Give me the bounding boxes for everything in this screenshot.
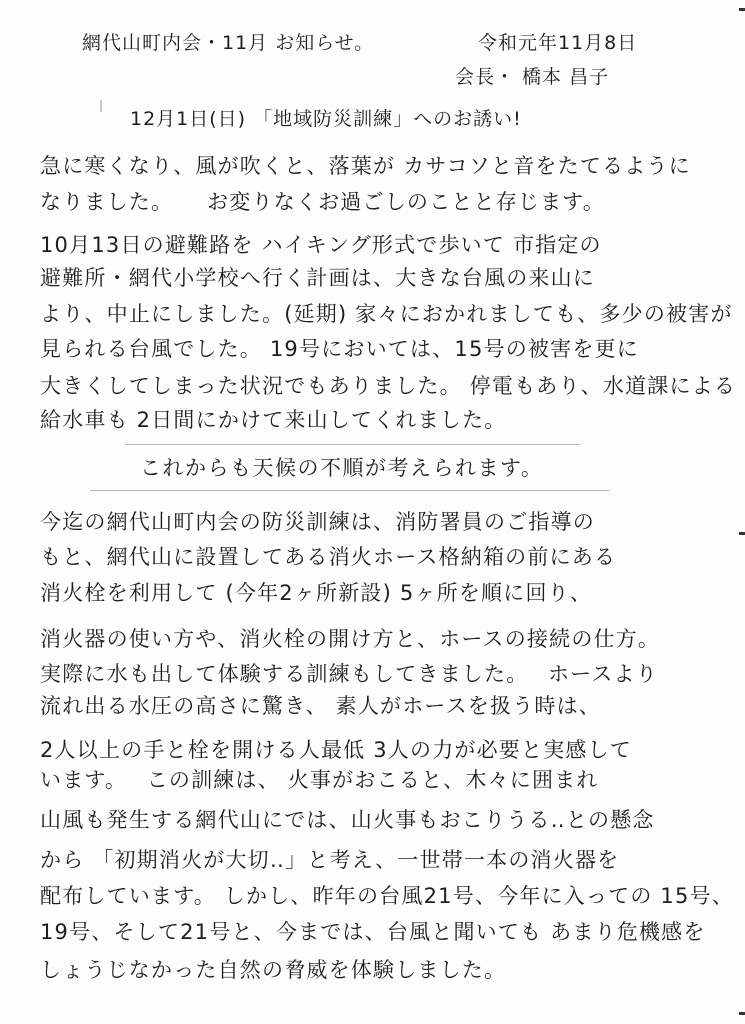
intro-line: 見られる台風でした。 19号においては、15号の被害を更に <box>40 337 639 361</box>
margin-mark <box>100 100 102 112</box>
body-line: から 「初期消火が大切‥」と考え、一世帯一本の消火器を <box>40 848 620 872</box>
intro-line: 給水車も 2日間にかけて来山してくれました。 <box>40 408 507 432</box>
notice-date: 令和元年11月8日 <box>478 32 638 54</box>
scan-edge-mark <box>739 1012 745 1015</box>
body-line: 山風も発生する網代山にでは、山火事もおこりうる‥との懸念 <box>40 808 655 832</box>
body-line: います。 この訓練は、 火事がおこると、木々に囲まれ <box>40 768 599 792</box>
scan-edge-mark <box>739 8 745 11</box>
body-line: 消火栓を利用して (今年2ヶ所新設) 5ヶ所を順に回り、 <box>40 581 593 605</box>
notice-title: 網代山町内会・11月 お知らせ。 <box>82 32 375 54</box>
section-subheading: これからも天候の不順が考えられます。 <box>140 456 544 480</box>
body-line: もと、網代山に設置してある消火ホース格納箱の前にある <box>40 545 617 569</box>
invitation-heading: 12月1日(日) 「地域防災訓練」へのお誘い! <box>130 108 522 130</box>
scan-edge-mark <box>739 532 745 535</box>
intro-line: 大きくしてしまった状況でもありました。 停電もあり、水道課による <box>40 374 737 398</box>
intro-line: 避難所・網代小学校へ行く計画は、大きな台風の来山に <box>40 266 595 290</box>
body-line: 実際に水も出して体験する訓練もしてきました。 ホースより <box>40 662 658 686</box>
section-divider <box>125 444 580 445</box>
notice-author: 会長・ 橋本 昌子 <box>455 66 610 88</box>
body-line: 19号、そして21号と、今までは、台風と聞いても あまり危機感を <box>40 920 706 944</box>
body-line: しょうじなかった自然の脅威を体験しました。 <box>40 958 507 982</box>
body-line: 消火器の使い方や、消火栓の開け方と、ホースの接続の仕方。 <box>40 627 661 651</box>
intro-line: より、中止にしました。(延期) 家々におかれましても、多少の被害が <box>40 302 733 326</box>
body-line: 今迄の網代山町内会の防災訓練は、消防署員のご指導の <box>40 510 595 534</box>
intro-line: 急に寒くなり、風が吹くと、落葉が カサコソと音をたてるように <box>40 154 691 178</box>
intro-line: なりました。 お変りなくお過ごしのことと存じます。 <box>40 190 606 214</box>
body-line: 配布しています。 しかし、昨年の台風21号、今年に入っての 15号、 <box>40 884 734 908</box>
body-line: 流れ出る水圧の高さに驚き、 素人がホースを扱う時は、 <box>40 694 601 718</box>
body-line: 2人以上の手と栓を開ける人最低 3人の力が必要と実感して <box>40 738 632 762</box>
section-divider <box>90 490 610 491</box>
intro-line: 10月13日の避難路を ハイキング形式で歩いて 市指定の <box>40 233 602 257</box>
